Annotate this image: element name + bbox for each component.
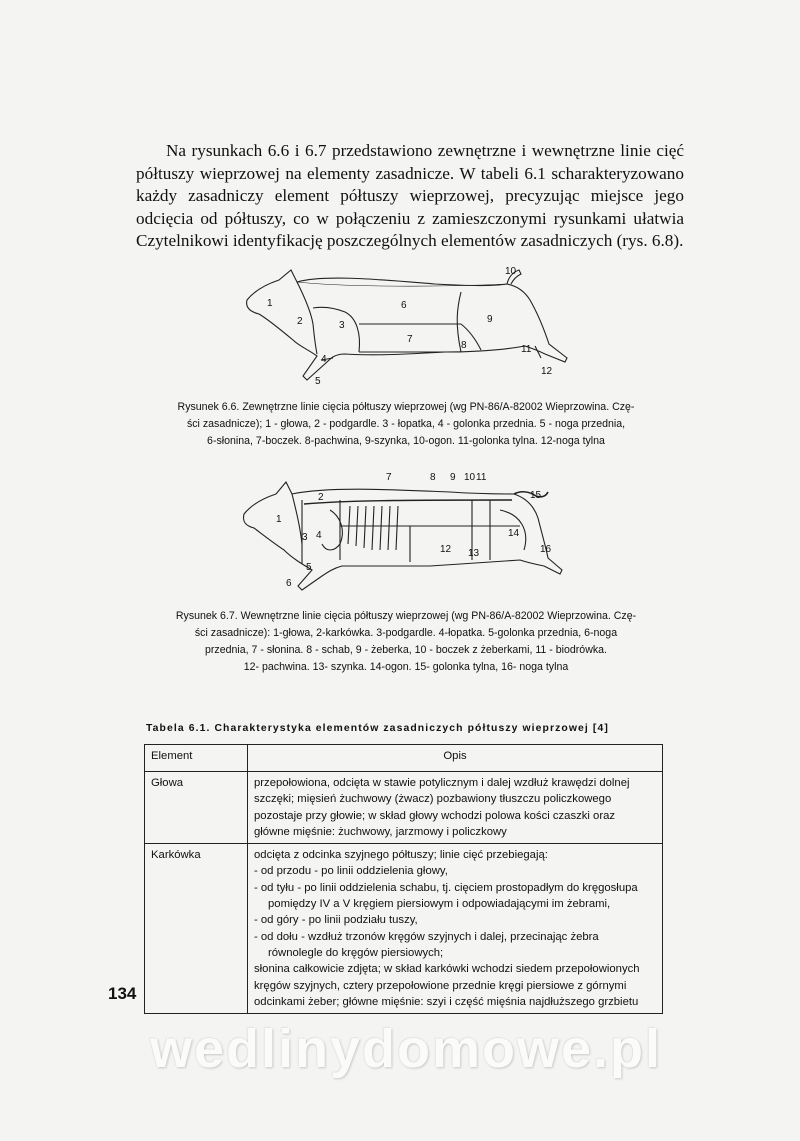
intro-text: Na rysunkach 6.6 i 6.7 przedstawiono zewnętrzne i wewnętrzne linie cięć półtuszy wieprzowej na elementy zasadnicze. W tabeli 6.1 scharakteryzowano każdy zasadniczy element półtuszy wieprzowej, precyzując miejsce jego odcięcia od półtuszy, co w połączeniu z zamieszczonymi rysunkami ułatwia Czytelnikowi identyfikację poszczególnych elementów zasadniczych (rys. 6.8). — [136, 141, 684, 250]
desc-line: główne mięśnie: żuchwowy, jarzmowy i policzkowy — [254, 825, 507, 838]
fig67-label-12: 12 — [440, 544, 452, 555]
desc-line: - od przodu - po linii oddzielenia głowy, — [254, 865, 448, 878]
figure-6-7-caption — [150, 608, 662, 676]
fig67-caption-line-1: Rysunek 6.7. Wewnętrzne linie cięcia półtuszy wieprzowej (wg PN-86/A-82002 Wieprzowina. Czę- — [175, 610, 637, 622]
fig66-label-8: 8 — [461, 340, 467, 351]
fig67-label-3: 3 — [302, 532, 308, 543]
desc-line: pozostaje przy głowie; w skład głowy wchodzi polowa kości czaszki oraz — [254, 809, 616, 822]
fig67-label-16: 16 — [540, 544, 552, 555]
fig67-caption-line-2: ści zasadnicze): 1-głowa, 2-karkówka. 3-podgardle. 4-łopatka. 5-golonka przednia, 6-noga — [194, 627, 618, 639]
characteristics-table — [144, 744, 663, 1014]
fig66-label-3: 3 — [339, 320, 345, 331]
figure-6-6-caption — [150, 399, 662, 450]
desc-line: odcinkami żeber; główne mięśnie: szyi i część mięśnia najdłuższego grzbietu — [254, 995, 639, 1008]
row-element: Głowa — [145, 772, 248, 844]
fig66-label-2: 2 — [297, 316, 303, 327]
desc-line: szczęki; mięsień żuchwowy (żwacz) pozbawiony tłuszczu policzkowego — [254, 793, 612, 806]
figure-6-6-external-cuts — [235, 262, 595, 392]
fig67-label-15: 15 — [530, 490, 542, 501]
fig66-label-5: 5 — [315, 376, 321, 387]
header-opis: Opis — [248, 745, 663, 772]
row-element: Karkówka — [145, 844, 248, 1014]
fig66-caption-line-2: ści zasadnicze); 1 - głowa, 2 - podgardle. 3 - łopatka, 4 - golonka przednia. 5 - noga przednia, — [186, 418, 626, 430]
desc-line: - od dołu - wzdłuż trzonów kręgów szyjnych i dalej, przecinając żebra — [254, 930, 599, 943]
fig66-label-12: 12 — [541, 366, 553, 377]
fig67-label-4: 4 — [316, 530, 322, 541]
fig66-label-9: 9 — [487, 314, 493, 325]
fig67-label-13: 13 — [468, 548, 480, 559]
fig66-label-11: 11 — [521, 344, 532, 355]
fig66-label-1: 1 — [267, 298, 273, 309]
figure-6-7-internal-cuts — [230, 470, 590, 600]
fig66-caption-line-1: Rysunek 6.6. Zewnętrzne linie cięcia półtuszy wieprzowej (wg PN-86/A-82002 Wieprzowina. Czę- — [177, 401, 635, 413]
header-element: Element — [145, 745, 248, 772]
row-description — [248, 844, 663, 1014]
fig66-label-7: 7 — [407, 334, 413, 345]
fig67-label-10: 10 — [464, 472, 476, 483]
fig66-label-10: 10 — [505, 266, 517, 277]
fig67-label-5: 5 — [306, 562, 312, 573]
watermark: wedlinydomowe.pl — [149, 1019, 663, 1079]
desc-line: słonina całkowicie zdjęta; w skład karkówki wchodzi siedem przepołowionych — [254, 963, 640, 976]
page-number: 134 — [108, 984, 137, 1003]
fig67-label-11: 11 — [476, 472, 487, 483]
desc-line: kręgów szyjnych, cztery przepołowione przednie kręgi piersiowe z górnymi — [254, 979, 627, 992]
fig66-caption-line-3: 6-słonina, 7-boczek. 8-pachwina, 9-szynka, 10-ogon. 11-golonka tylna. 12-noga tylna — [207, 435, 605, 447]
intro-paragraph — [136, 140, 684, 253]
fig67-label-14: 14 — [508, 528, 520, 539]
fig66-label-4: 4 — [321, 354, 327, 365]
desc-line: przepołowiona, odcięta w stawie potylicznym i dalej wzdłuż krawędzi dolnej — [254, 777, 630, 789]
fig66-label-6: 6 — [401, 300, 407, 311]
desc-line: pomiędzy IV a V kręgiem piersiowym i odpowiadającymi im żebrami, — [268, 898, 611, 911]
row-description — [248, 772, 663, 844]
desc-line: równolegle do kręgów piersiowych; — [268, 946, 444, 959]
fig67-caption-line-4: 12- pachwina. 13- szynka. 14-ogon. 15- golonka tylna, 16- noga tylna — [243, 661, 569, 673]
desc-line: odcięta z odcinka szyjnego półtuszy; linie cięć przebiegają: — [254, 849, 548, 862]
fig67-caption-line-3: przednia, 7 - słonina. 8 - schab, 9 - żeberka, 10 - boczek z żeberkami, 11 - biodrówka. — [205, 644, 607, 656]
desc-line: - od góry - po linii podziału tuszy, — [254, 914, 418, 927]
table-row — [145, 844, 663, 1014]
fig67-label-7: 7 — [386, 472, 392, 483]
fig67-label-9: 9 — [450, 472, 456, 483]
fig67-label-8: 8 — [430, 472, 436, 483]
fig67-label-6: 6 — [286, 578, 292, 589]
table-header-row — [145, 745, 663, 772]
table-title: Tabela 6.1. Charakterystyka elementów zasadniczych półtuszy wieprzowej [4] — [146, 723, 609, 734]
fig67-label-2: 2 — [318, 492, 324, 503]
fig67-label-1: 1 — [276, 514, 282, 525]
desc-line: - od tyłu - po linii oddzielenia schabu, tj. cięciem prostopadłym do kręgosłupa — [254, 881, 638, 894]
table-row — [145, 772, 663, 844]
